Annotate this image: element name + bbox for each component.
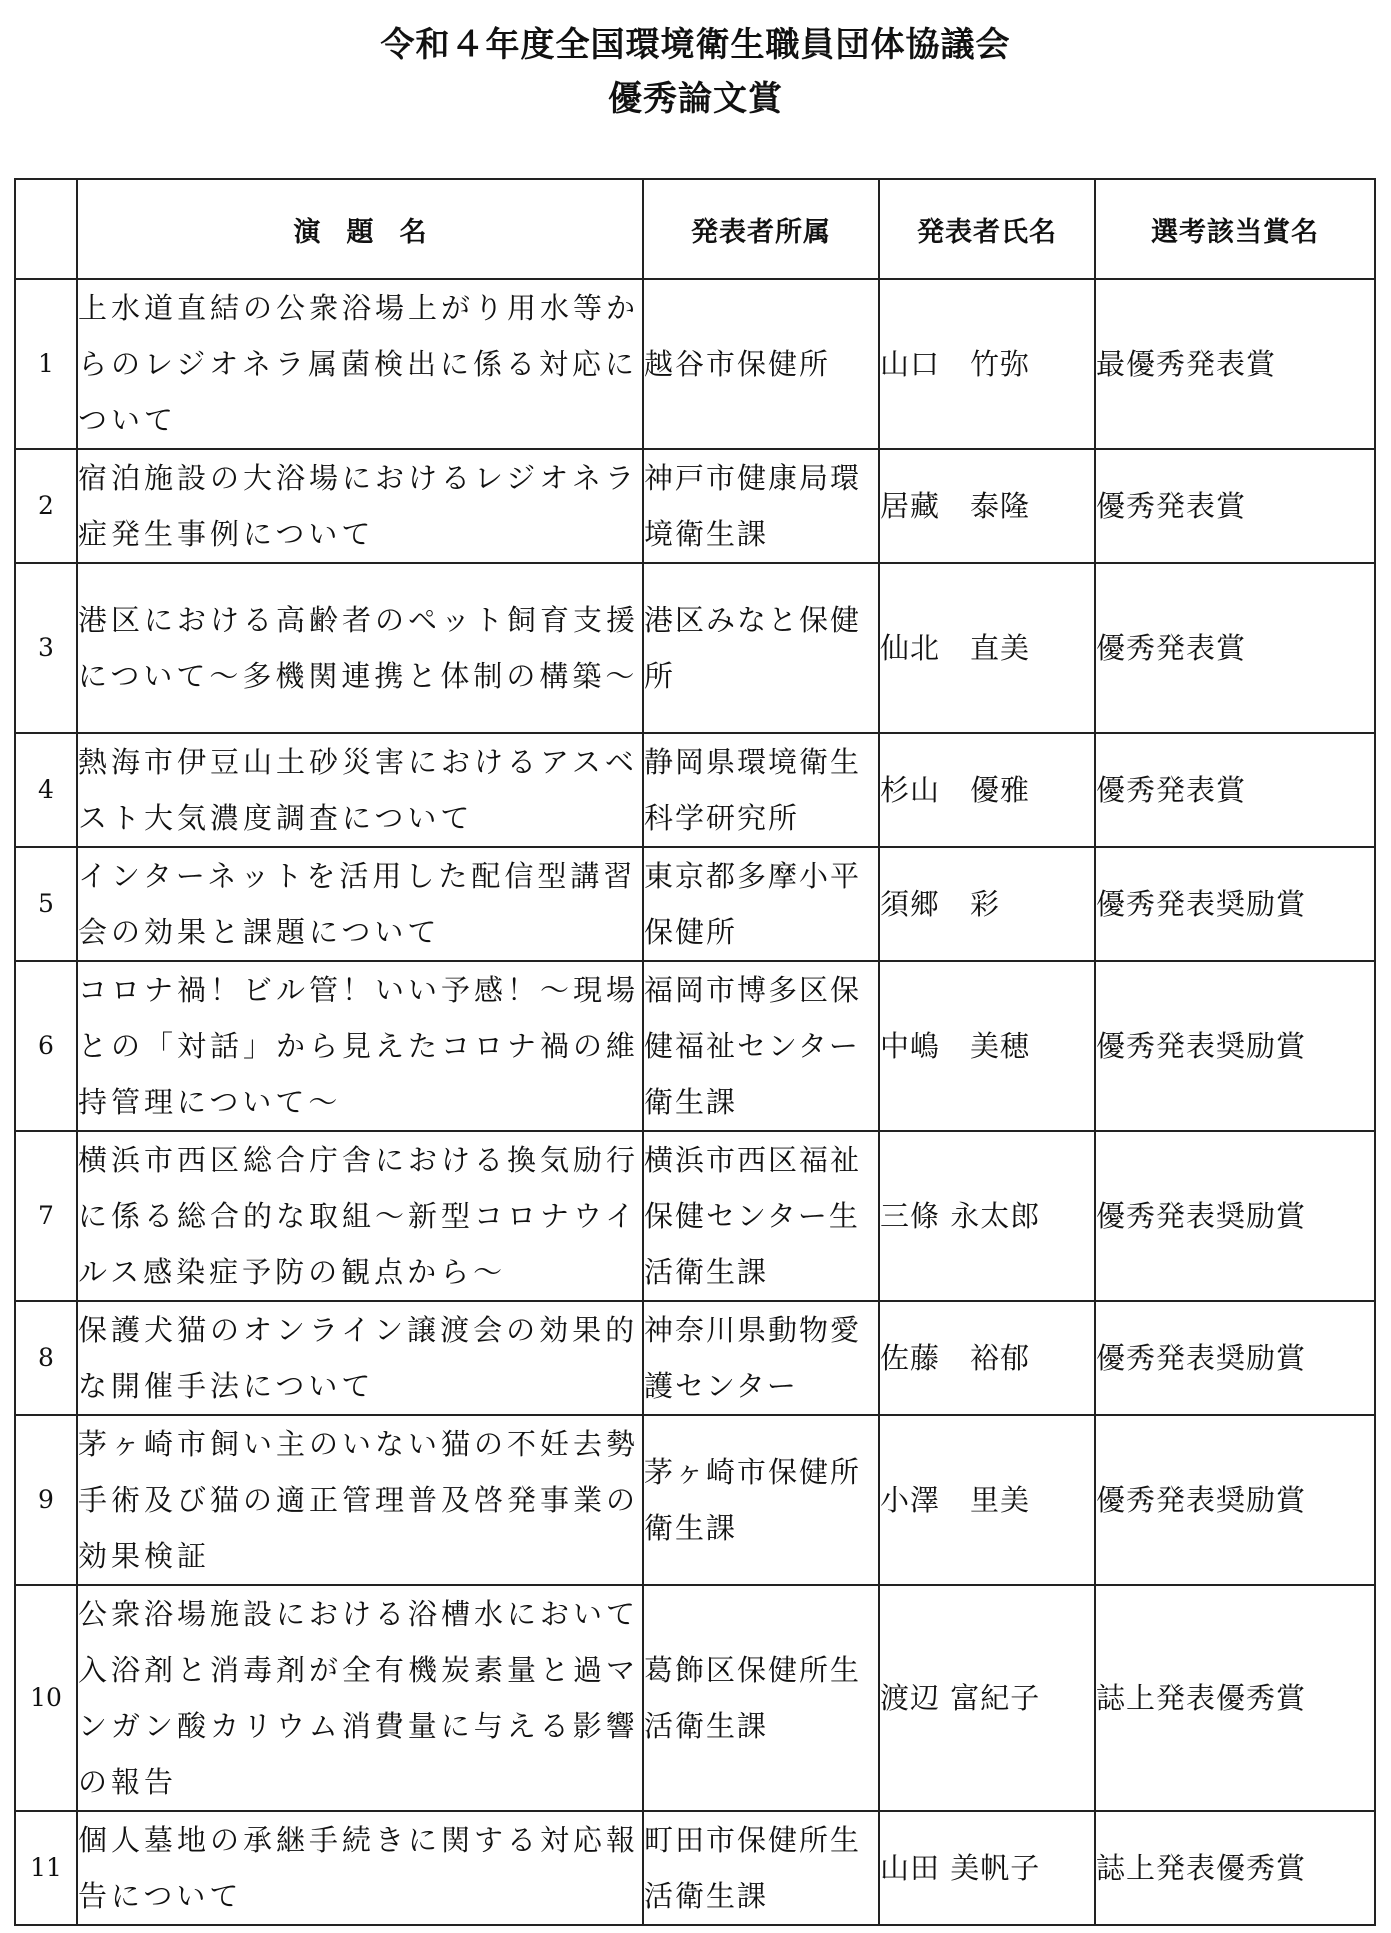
header-presenter: 発表者氏名 (879, 179, 1095, 279)
row-number: 3 (15, 563, 77, 733)
presentation-title: インターネットを活用した配信型講習会の効果と課題について (77, 847, 643, 961)
presenter-affiliation: 茅ヶ崎市保健所衛生課 (643, 1415, 879, 1585)
award-name: 優秀発表奨励賞 (1095, 1131, 1375, 1301)
header-affiliation: 発表者所属 (643, 179, 879, 279)
row-number: 11 (15, 1811, 77, 1925)
awards-table (14, 178, 1376, 1926)
award-name: 優秀発表賞 (1095, 733, 1375, 847)
title-line-2: 優秀論文賞 (608, 79, 783, 119)
presenter-affiliation: 葛飾区保健所生活衛生課 (643, 1585, 879, 1811)
award-name: 誌上発表優秀賞 (1095, 1811, 1375, 1925)
table-row (15, 563, 1375, 733)
presentation-title: 横浜市西区総合庁舎における換気励行に係る総合的な取組～新型コロナウイルス感染症予防の観点から～ (77, 1131, 643, 1301)
presenter-name: 渡辺 富紀子 (879, 1585, 1095, 1811)
presentation-title: コロナ禍！ビル管！いい予感！～現場との「対話」から見えたコロナ禍の維持管理について～ (77, 961, 643, 1131)
award-name: 誌上発表優秀賞 (1095, 1585, 1375, 1811)
award-name: 最優秀発表賞 (1095, 279, 1375, 449)
presentation-title: 茅ヶ崎市飼い主のいない猫の不妊去勢手術及び猫の適正管理普及啓発事業の効果検証 (77, 1415, 643, 1585)
table-row (15, 961, 1375, 1131)
table-row (15, 1585, 1375, 1811)
presenter-affiliation: 横浜市西区福祉保健センター生活衛生課 (643, 1131, 879, 1301)
row-number: 6 (15, 961, 77, 1131)
row-number: 1 (15, 279, 77, 449)
presenter-affiliation: 東京都多摩小平保健所 (643, 847, 879, 961)
presenter-name: 山田 美帆子 (879, 1811, 1095, 1925)
presentation-title: 上水道直結の公衆浴場上がり用水等からのレジオネラ属菌検出に係る対応について (77, 279, 643, 449)
table-header-row (15, 179, 1375, 279)
presentation-title: 公衆浴場施設における浴槽水において入浴剤と消毒剤が全有機炭素量と過マンガン酸カリウム消費量に与える影響の報告 (77, 1585, 643, 1811)
presenter-name: 三條 永太郎 (879, 1131, 1095, 1301)
title-line-1: 令和４年度全国環境衛生職員団体協議会 (380, 25, 1011, 65)
presentation-title: 宿泊施設の大浴場におけるレジオネラ症発生事例について (77, 449, 643, 563)
header-title: 演題名 (77, 179, 643, 279)
presenter-affiliation: 港区みなと保健所 (643, 563, 879, 733)
presentation-title: 熱海市伊豆山土砂災害におけるアスベスト大気濃度調査について (77, 733, 643, 847)
table-row (15, 733, 1375, 847)
header-no (15, 179, 77, 279)
row-number: 5 (15, 847, 77, 961)
presentation-title: 港区における高齢者のペット飼育支援について～多機関連携と体制の構築～ (77, 563, 643, 733)
award-name: 優秀発表賞 (1095, 563, 1375, 733)
table-row (15, 1301, 1375, 1415)
table-row (15, 847, 1375, 961)
presenter-name: 居藏 泰隆 (879, 449, 1095, 563)
presenter-affiliation: 福岡市博多区保健福祉センター衛生課 (643, 961, 879, 1131)
header-award: 選考該当賞名 (1095, 179, 1375, 279)
presenter-affiliation: 静岡県環境衛生科学研究所 (643, 733, 879, 847)
award-name: 優秀発表奨励賞 (1095, 847, 1375, 961)
table-row (15, 449, 1375, 563)
presenter-name: 中嶋 美穂 (879, 961, 1095, 1131)
document-title (0, 18, 1391, 126)
presenter-name: 山口 竹弥 (879, 279, 1095, 449)
presenter-affiliation: 町田市保健所生活衛生課 (643, 1811, 879, 1925)
presenter-affiliation: 神奈川県動物愛護センター (643, 1301, 879, 1415)
award-name: 優秀発表奨励賞 (1095, 961, 1375, 1131)
row-number: 8 (15, 1301, 77, 1415)
table-row (15, 1811, 1375, 1925)
presenter-affiliation: 神戸市健康局環境衛生課 (643, 449, 879, 563)
award-name: 優秀発表奨励賞 (1095, 1301, 1375, 1415)
table-row (15, 279, 1375, 449)
row-number: 9 (15, 1415, 77, 1585)
presenter-name: 佐藤 裕郁 (879, 1301, 1095, 1415)
table-row (15, 1131, 1375, 1301)
row-number: 7 (15, 1131, 77, 1301)
row-number: 4 (15, 733, 77, 847)
presenter-affiliation: 越谷市保健所 (643, 279, 879, 449)
row-number: 10 (15, 1585, 77, 1811)
presentation-title: 保護犬猫のオンライン譲渡会の効果的な開催手法について (77, 1301, 643, 1415)
presenter-name: 仙北 直美 (879, 563, 1095, 733)
presenter-name: 小澤 里美 (879, 1415, 1095, 1585)
presenter-name: 杉山 優雅 (879, 733, 1095, 847)
table-row (15, 1415, 1375, 1585)
presenter-name: 須郷 彩 (879, 847, 1095, 961)
award-name: 優秀発表奨励賞 (1095, 1415, 1375, 1585)
award-name: 優秀発表賞 (1095, 449, 1375, 563)
presentation-title: 個人墓地の承継手続きに関する対応報告について (77, 1811, 643, 1925)
row-number: 2 (15, 449, 77, 563)
